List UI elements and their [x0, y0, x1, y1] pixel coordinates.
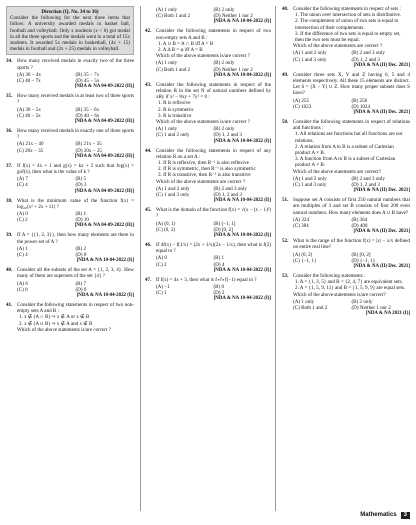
question-source: [NDA & NA 10-04-2022 (I)]	[213, 233, 271, 239]
question-text: How many received medals in exactly two of the three sports ?	[17, 58, 134, 71]
answer-option: (B) 21x − 35	[75, 141, 102, 148]
answer-option: (C) Both 1 and 2	[293, 305, 328, 312]
statement: 1. The union over intersection of sets is distributive.	[295, 12, 402, 19]
answer-options	[156, 284, 271, 296]
question-prompt: Which of the above statements are correct?	[293, 168, 381, 175]
question-text: What is the range of the function f(x) = |x| − x/x defined on entire real line?	[293, 238, 410, 251]
question-text: If f(x) = 4x + 3, then what is f∘f∘f(−1) equal to ?	[155, 276, 257, 283]
answer-option: (C) 40 − 7x	[17, 78, 41, 85]
question-text: Consider the following statements in respect of sets :	[293, 6, 401, 12]
answer-option: (B) 2 only	[213, 126, 235, 133]
answer-option: (C) 20x − 35	[17, 147, 44, 154]
question-source: [NDA & NA 04-09-2022 (II)]	[74, 223, 134, 229]
question-item	[282, 119, 410, 194]
column-right	[282, 6, 410, 511]
answer-option: (A) 30 − 5x	[17, 106, 41, 113]
answer-options	[293, 50, 410, 62]
question-body	[17, 58, 134, 90]
question-text: If 4f(x) − f(1/x) = (2x + 1/x)(2x − 1/x), then what is f(2) equal to ?	[155, 242, 271, 255]
question-body	[293, 119, 410, 194]
answer-option: (B) 2 only	[351, 298, 373, 305]
question-source: [NDA & NA 10-04-2022 (I)]	[213, 19, 271, 25]
answer-option: (D) Neither 1 nor 2	[213, 66, 253, 73]
answer-option: (D) 1, 2 and 3	[213, 132, 242, 139]
question-prompt: Which of the above statements is/are correct?	[293, 291, 386, 298]
answer-option: (A) 324	[293, 216, 309, 223]
answer-option: (D) 45 − 5x	[75, 78, 100, 85]
answer-option: (B) 35 − 6x	[75, 106, 100, 113]
answer-option: (D) 1, 2 and 3	[351, 56, 380, 63]
answer-option: (D) 4	[213, 261, 225, 268]
question-source: [NDA & NA 2021 (I)]	[365, 311, 410, 317]
answer-option: (B) [0, 2]	[351, 251, 371, 258]
question-text: Consider the following statements in respect of two non-empty sets A and B :	[17, 302, 134, 315]
statement: 2. A relation from A to B is a subset of Cartesian product A × B.	[295, 143, 394, 157]
answer-option: (A) 1	[17, 245, 28, 252]
statement: 1. If R is reflexive, then R⁻¹ is also reflexive	[157, 160, 249, 167]
question-item	[6, 163, 134, 195]
question-body	[17, 93, 134, 125]
answer-option: (A) 1 and 2 only	[155, 185, 190, 192]
question-item	[145, 242, 271, 274]
question-text: Consider three sets X, Y and Z having 6, 5 and 4 elements respectively. All these 15 elements are distinct. Let S = (X − Y) ∪ Z. How many proper subsets does S have?	[293, 71, 410, 97]
question-number: 47.	[144, 276, 152, 283]
question-body	[293, 197, 410, 235]
question-text: Suppose set A consists of first 250 natural numbers that are multiples of 3 and set B consists of first 200 even natural numbers. How many elements does A ∪ B have?	[293, 197, 410, 216]
question-source: [NDA & NA (II) Dec. 2021]	[353, 229, 410, 235]
answer-option: (A) 1 only	[155, 7, 178, 13]
page-body	[6, 6, 410, 511]
statement: 1. x ∉ (A ∩ B) ⇒ x ∉ A or x ∉ B	[19, 314, 90, 321]
answer-option: (C) Both 1 and 2	[155, 13, 191, 20]
question-source: [NDA & NA 10-04-2022 (I)]	[213, 198, 271, 204]
question-number: 46.	[144, 242, 152, 249]
question-item	[282, 273, 410, 317]
question-body	[293, 72, 410, 116]
answer-option: (A) 0	[155, 255, 167, 262]
answer-option: (D) 20x − 25	[75, 147, 102, 154]
question-prompt: Which of the above statements is/are correct ?	[17, 326, 112, 333]
question-text: How many received medals in at least two of three sports ?	[17, 93, 134, 106]
answer-option: (C) {−1, 1}	[293, 257, 317, 264]
answer-option: (C) Both 1 and 2	[155, 66, 191, 73]
question-body	[17, 128, 134, 160]
question-number: 52.	[282, 238, 289, 245]
statement: 1. All relations are functions but all functions are not relations.	[295, 131, 403, 144]
answer-options	[156, 126, 271, 138]
statement: 2. The complement of union of two sets is equal to intersection of their complements.	[295, 18, 399, 31]
question-body	[17, 198, 134, 230]
question-number: 41.	[6, 302, 13, 308]
answer-option: (A) 1 only	[293, 298, 315, 305]
question-number: 36.	[6, 128, 13, 135]
answer-option: (C) 1 and 3 only	[155, 192, 190, 199]
question-number	[145, 6, 154, 25]
answer-option: (C) 40 − 5x	[17, 112, 41, 119]
answer-option: (D) {−1, 1}	[351, 257, 376, 264]
question-number: 39.	[6, 232, 13, 239]
answer-option: (B) 2 and 3 only	[351, 50, 385, 57]
question-text: What is the minimum value of the function f(x) = log₁₀(x² + 2x + 11) ?	[17, 197, 134, 210]
question-item	[282, 238, 410, 270]
question-source: [NDA & NA 04-09-2022 (II)]	[74, 119, 134, 125]
question-body	[17, 232, 134, 264]
question-body	[293, 6, 410, 69]
question-number: 48.	[282, 6, 289, 12]
answer-option: (C) 4	[17, 182, 28, 189]
answer-options	[156, 60, 271, 72]
answer-options	[17, 141, 134, 153]
answer-options	[293, 176, 410, 188]
question-item	[145, 28, 271, 78]
question-body	[156, 148, 271, 205]
question-source: [NDA & NA (II) Dec. 2021]	[353, 264, 410, 270]
answer-option: (C) (0, 2)	[155, 226, 176, 233]
question-item	[145, 148, 271, 205]
question-number: 49.	[282, 71, 289, 78]
question-source: [NDA & NA (II) Dec. 2021]	[353, 188, 410, 194]
question-source: [NDA & NA 10-04-2022 (I)]	[213, 296, 271, 302]
answer-option: (D) Neither 1 nor 2	[351, 305, 391, 312]
footer-subject: Mathematics	[360, 511, 397, 518]
question-item	[6, 198, 134, 230]
question-text: Consider the following statements in respect of two non-empty sets A and B :	[155, 28, 271, 41]
answer-option: (C) 8	[17, 286, 28, 293]
question-source: [NDA & NA 10-04-2022 (I)]	[76, 293, 134, 299]
question-number: 42.	[144, 28, 152, 35]
question-prompt: Which of the above statements is/are correct ?	[155, 53, 251, 60]
answer-option: (D) 400	[351, 223, 368, 230]
answer-options	[156, 221, 271, 233]
answer-option: (A) 21x − 40	[17, 141, 44, 148]
question-prompt: Which of the above statements are correct ?	[293, 43, 383, 50]
question-text: Consider the following statements in respect of any relation R on a set A :	[155, 147, 271, 160]
answer-option: (B) 2 only	[213, 60, 235, 67]
answer-options	[293, 299, 410, 311]
answer-option: (C) 2	[155, 261, 167, 268]
question-source: [NDA & NA 10-04-2022 (I)]	[213, 267, 271, 273]
question-number: 38.	[6, 197, 13, 204]
question-body	[17, 267, 134, 299]
question-prompt: Which of the above statements is/are correct ?	[155, 119, 251, 126]
question-item	[6, 93, 134, 125]
question-item	[6, 302, 134, 333]
question-text: Consider the following statements in respect of relations and functions :	[293, 119, 410, 132]
question-item	[145, 207, 271, 239]
directions-heading: Direction (Q. No. 34 to 36)	[41, 9, 99, 15]
answer-options	[293, 98, 410, 110]
statement: 3. If the difference of two sets is equal to empty set, then the two sets must be equal.	[295, 30, 401, 44]
question-number: 37.	[6, 162, 13, 169]
question-source: [NDA & NA 04-09-2022 (II)]	[74, 188, 134, 194]
answer-option: (C) 1	[155, 290, 167, 297]
answer-option: (B) 1	[213, 255, 225, 262]
answer-options	[293, 217, 410, 229]
answer-option: (D) 40 − 6x	[75, 112, 100, 119]
answer-option: (B) 364	[351, 216, 368, 223]
question-text: What is the domain of the function f(x) = √(x − (x − 1)²) ?	[155, 207, 271, 220]
question-body	[156, 28, 271, 78]
answer-options	[17, 281, 134, 293]
answer-option: (A) 1 only	[155, 60, 178, 67]
answer-option: (B) 7	[75, 280, 87, 287]
question-body	[293, 273, 410, 317]
question-source: [NDA & NA 04-09-2022 (II)]	[74, 153, 134, 159]
answer-option: (A) 1 and 2 only	[293, 50, 327, 57]
statement: 2. A = {1, 5, 9, 11} and B = {1, 5, 9, 9} are equal sets.	[295, 285, 406, 292]
answer-option: (B) 2	[75, 245, 87, 252]
answer-option: (A) (0, 1)	[155, 220, 176, 227]
question-item	[282, 72, 410, 116]
answer-option: (C) 1 and 2 only	[155, 132, 190, 139]
answer-option: (B) 256	[351, 97, 368, 104]
answer-option: (B) 35 − 7x	[75, 71, 100, 78]
question-item	[6, 267, 134, 299]
question-text: How many received medals in exactly one of three sports ?	[17, 128, 134, 141]
question-source: [NDA & NA 10-04-2022 (I)]	[76, 258, 134, 264]
answer-options	[17, 72, 134, 84]
statement: 3. A function from A to B is a subset of Cartesian product A × B.	[295, 156, 396, 169]
question-item	[145, 82, 271, 145]
question-number: 51.	[282, 197, 289, 204]
answer-option: (A) 1 only	[155, 126, 178, 133]
answer-options	[156, 7, 271, 19]
question-body	[156, 207, 271, 239]
answer-option: (D) 3	[75, 182, 87, 189]
answer-option: (D) 1024	[351, 103, 371, 110]
statement: 2. x ∉ (A ∪ B) ⇒ x ∉ A and x ∉ B	[19, 320, 93, 327]
answer-option: (B) 0	[213, 284, 225, 291]
statement: 2. A Δ B = φ iff A = B	[157, 47, 203, 53]
question-source: [NDA & NA 10-04-2022 (I)]	[213, 138, 271, 144]
question-item	[145, 277, 271, 303]
answer-options	[293, 252, 410, 264]
question-text: If A = {{1, 2, 3}}, then how many elements are there in the power set of A ?	[17, 232, 134, 245]
question-body	[156, 82, 271, 145]
answer-option: (B) 2 and 3 only	[351, 175, 385, 182]
question-source: [NDA & NA 10-04-2022 (I)]	[213, 72, 271, 78]
answer-option: (D) 10	[75, 217, 89, 224]
answer-option: (A) −1	[155, 284, 170, 291]
answer-option: (B) 5	[75, 176, 87, 183]
answer-options	[17, 176, 134, 188]
answer-option: (D) Neither 1 nor 2	[213, 13, 253, 20]
question-number: 44.	[144, 147, 152, 154]
footer-page-number: 3	[401, 512, 410, 519]
question-number: 35.	[6, 93, 13, 100]
answer-option: (C) 1 and 3 only	[293, 56, 327, 63]
answer-option: (B) 2 only	[213, 7, 235, 13]
question-source: [NDA & NA (II) Dec. 2021]	[353, 110, 410, 116]
question-number: 50.	[282, 119, 289, 126]
answer-option: (A) 255	[293, 97, 309, 104]
answer-option: (B) [−1, 1]	[213, 220, 236, 227]
answer-option: (B) 2 and 3 only	[213, 185, 247, 192]
question-item	[282, 197, 410, 235]
question-source: [NDA & NA 04-09-2022 (II)]	[74, 84, 134, 90]
directions-text: Consider the following for the next three items that follow: A university awarded medals in basket ball, football and volleyball. Only x students (x < 6) got medal in all the three sports and the medals went to a total of 15x students. It awarded 5x medals in basketball, (4x + 15) medals in football and (2x + 25) medals in volleyball.	[10, 15, 130, 53]
answer-options	[17, 107, 134, 119]
answer-option: (D) 9	[75, 286, 87, 293]
answer-option: (D) 1, 2 and 3	[213, 192, 242, 199]
statement: 2. R is symmetric	[157, 106, 194, 113]
answer-option: (D) [0, 2]	[213, 226, 233, 233]
question-item	[145, 6, 271, 25]
question-text: Consider the following statements in respect of the relation R in the set N of natural numbers defined by xRy if x² − 8xy + 7y² = 0 :	[155, 81, 271, 101]
answer-option: (C) 384	[293, 223, 309, 230]
column-left	[6, 6, 134, 511]
statement: 2. If R is symmetric, then R⁻¹ is also symmetric	[157, 166, 256, 173]
question-source: [NDA & NA (II) Dec. 2021]	[353, 62, 410, 68]
question-body	[17, 163, 134, 195]
answer-option: (C) 1023	[293, 103, 312, 110]
question-body	[17, 302, 134, 333]
answer-options	[156, 255, 271, 267]
answer-option: (A) 7	[17, 176, 28, 183]
answer-option: (C) 1 and 3 only	[293, 182, 327, 189]
answer-option: (D) 1, 2 and 3	[351, 182, 380, 189]
question-body	[156, 242, 271, 274]
question-item	[6, 58, 134, 90]
question-number: 53.	[282, 273, 289, 280]
page-footer	[360, 512, 410, 519]
question-body	[156, 6, 271, 25]
answer-option: (D) 8	[75, 252, 87, 259]
answer-option: (A) 6	[17, 280, 28, 287]
question-number: 45.	[144, 207, 152, 214]
question-number: 34.	[6, 58, 13, 65]
question-number: 40.	[6, 267, 13, 274]
answer-option: (A) (0, 2)	[293, 251, 313, 258]
statement: 3. R is transitive	[157, 112, 192, 119]
answer-option: (C) 2	[17, 217, 28, 224]
answer-option: (B) 1	[75, 211, 87, 218]
question-prompt: Which of the above statements are correct ?	[155, 178, 246, 185]
question-body	[293, 238, 410, 270]
answer-options	[17, 211, 134, 223]
answer-option: (D) 2	[213, 290, 225, 297]
question-item	[6, 232, 134, 264]
answer-options	[17, 246, 134, 258]
question-text: Consider all the subsets of the set A = {1, 2, 3, 4}. How many of them are supersets of the set {4} ?	[17, 267, 134, 280]
question-number: 43.	[144, 81, 152, 88]
statement: 1. A ∪ B = A ∩ B iff A = B	[157, 40, 214, 47]
question-item	[6, 128, 134, 160]
question-body	[156, 277, 271, 303]
directions-box	[6, 6, 134, 55]
column-middle	[140, 6, 276, 511]
question-item	[282, 6, 410, 69]
answer-options	[156, 186, 271, 198]
answer-option: (A) 1 and 2 only	[293, 175, 327, 182]
statement: 1. A = {1, 3, 5} and B = {2, 4, 7} are equivalent sets.	[295, 279, 403, 286]
statement: 1. R is reflexive	[157, 100, 191, 107]
answer-option: (A) 0	[17, 211, 28, 218]
answer-option: (C) 4	[17, 252, 28, 259]
statement: 3. If R is transitive, then R⁻¹ is also transitive	[157, 172, 251, 179]
question-text: If f(x) = 4x + 1 and g(x) = kx + 2 such that fog(x) = gof(x), then what is the value of k ?	[17, 162, 134, 176]
answer-option: (A) 30 − 4x	[17, 71, 41, 78]
question-text: Consider the following statements :	[293, 273, 366, 280]
